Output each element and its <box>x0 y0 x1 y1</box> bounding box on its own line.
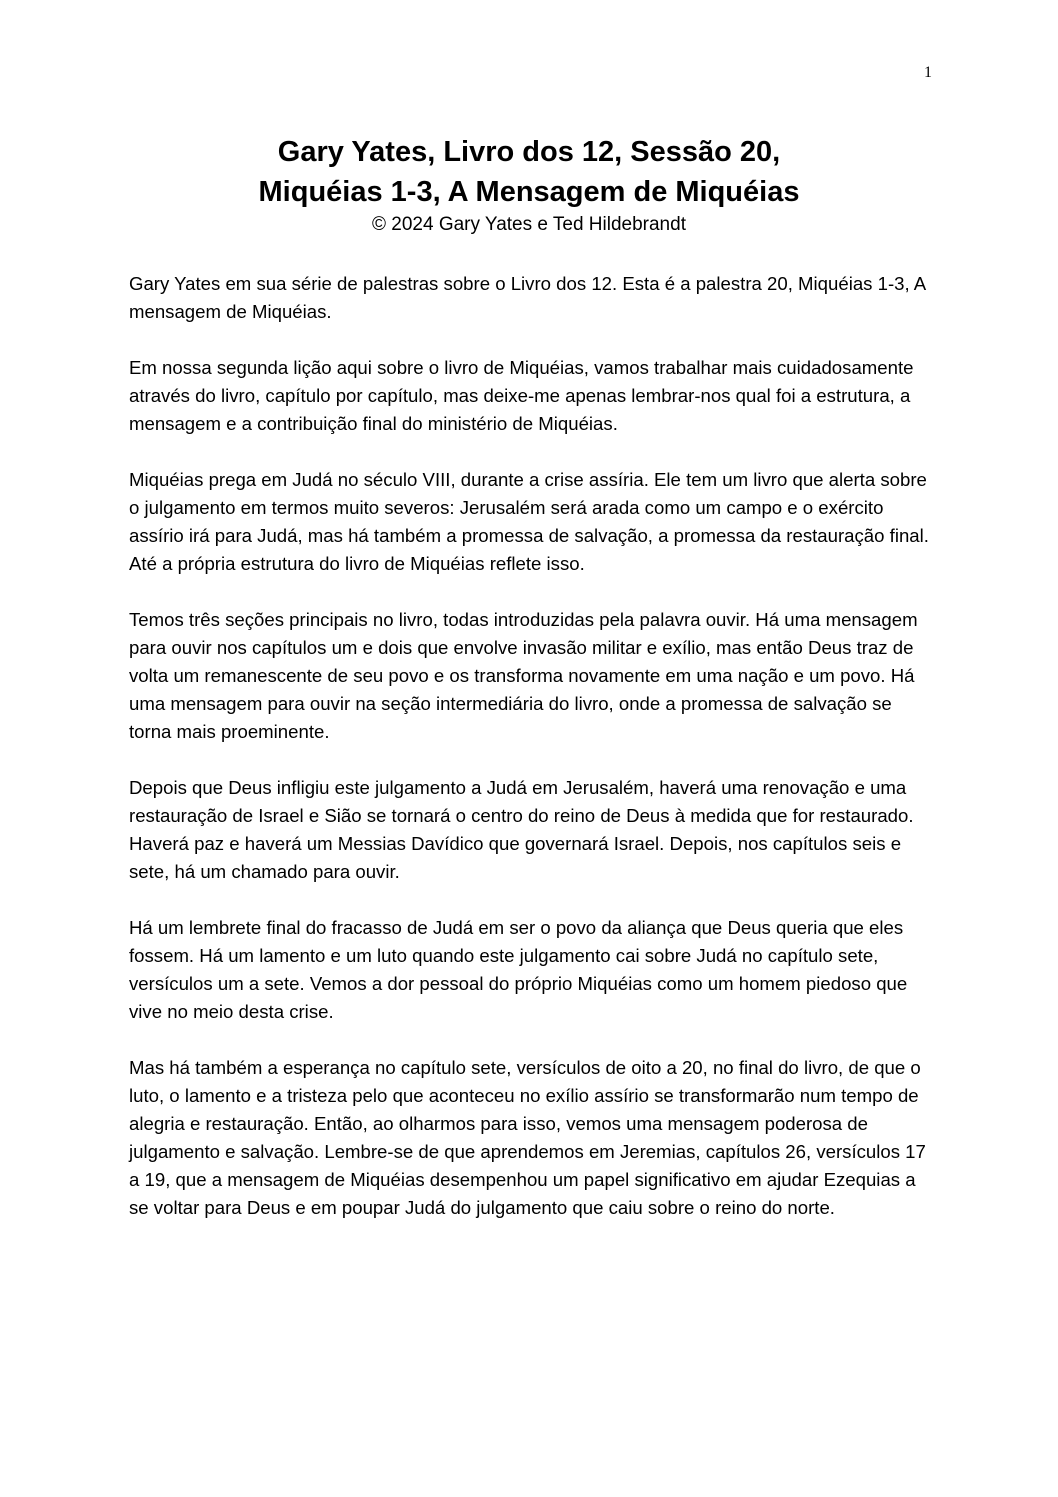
title-line-2: Miquéias 1-3, A Mensagem de Miquéias <box>258 176 800 208</box>
paragraph: Em nossa segunda lição aqui sobre o livro de Miquéias, vamos trabalhar mais cuidadosamente através do livro, capítulo por capítulo, mas deixe-me apenas lembrar-nos qual foi a estrutura, a mensagem e a contribuição final do ministério de Miquéias. <box>129 357 914 434</box>
paragraph: Mas há também a esperança no capítulo sete, versículos de oito a 20, no final do livro, de que o luto, o lamento e a tristeza pelo que aconteceu no exílio assírio se transformarão num tempo de alegria e restauração. Então, ao olharmos para isso, vemos uma mensagem poderosa de julgamento e salvação. Lembre-se de que aprendemos em Jeremias, capítulos 26, versículos 17 a 19, que a mensagem de Miquéias desempenhou um papel significativo em ajudar Ezequias a se voltar para Deus e em poupar Judá do julgamento que caiu sobre o reino do norte. <box>129 1057 926 1218</box>
body-text <box>129 270 929 1250</box>
paragraph: Gary Yates em sua série de palestras sobre o Livro dos 12. Esta é a palestra 20, Miquéias 1-3, A mensagem de Miquéias. <box>129 273 926 322</box>
title-block <box>0 132 1058 238</box>
paragraph: Depois que Deus infligiu este julgamento a Judá em Jerusalém, haverá uma renovação e uma restauração de Israel e Sião se tornará o centro do reino de Deus à medida que for restaurado. Haverá paz e haverá um Messias Davídico que governará Israel. Depois, nos capítulos seis e sete, há um chamado para ouvir. <box>129 777 914 882</box>
paragraph: Há um lembrete final do fracasso de Judá em ser o povo da aliança que Deus queria que eles fossem. Há um lamento e um luto quando este julgamento cai sobre Judá no capítulo sete, versículos um a sete. Vemos a dor pessoal do próprio Miquéias como um homem piedoso que vive no meio desta crise. <box>129 917 908 1022</box>
paragraph: Temos três seções principais no livro, todas introduzidas pela palavra ouvir. Há uma mensagem para ouvir nos capítulos um e dois que envolve invasão militar e exílio, mas então Deus traz de volta um remanescente de seu povo e os transforma novamente em uma nação e um povo. Há uma mensagem para ouvir na seção intermediária do livro, onde a promessa de salvação se torna mais proeminente. <box>129 609 918 742</box>
title-line-1: Gary Yates, Livro dos 12, Sessão 20, <box>277 136 781 168</box>
paragraph: Miquéias prega em Judá no século VIII, durante a crise assíria. Ele tem um livro que alerta sobre o julgamento em termos muito severos: Jerusalém será arada como um campo e o exército assírio irá para Judá, mas há também a promessa de salvação, a promessa da restauração final. Até a própria estrutura do livro de Miquéias reflete isso. <box>129 469 929 574</box>
copyright-notice: © 2024 Gary Yates e Ted Hildebrandt <box>372 214 686 235</box>
page-number: 1 <box>924 64 932 81</box>
